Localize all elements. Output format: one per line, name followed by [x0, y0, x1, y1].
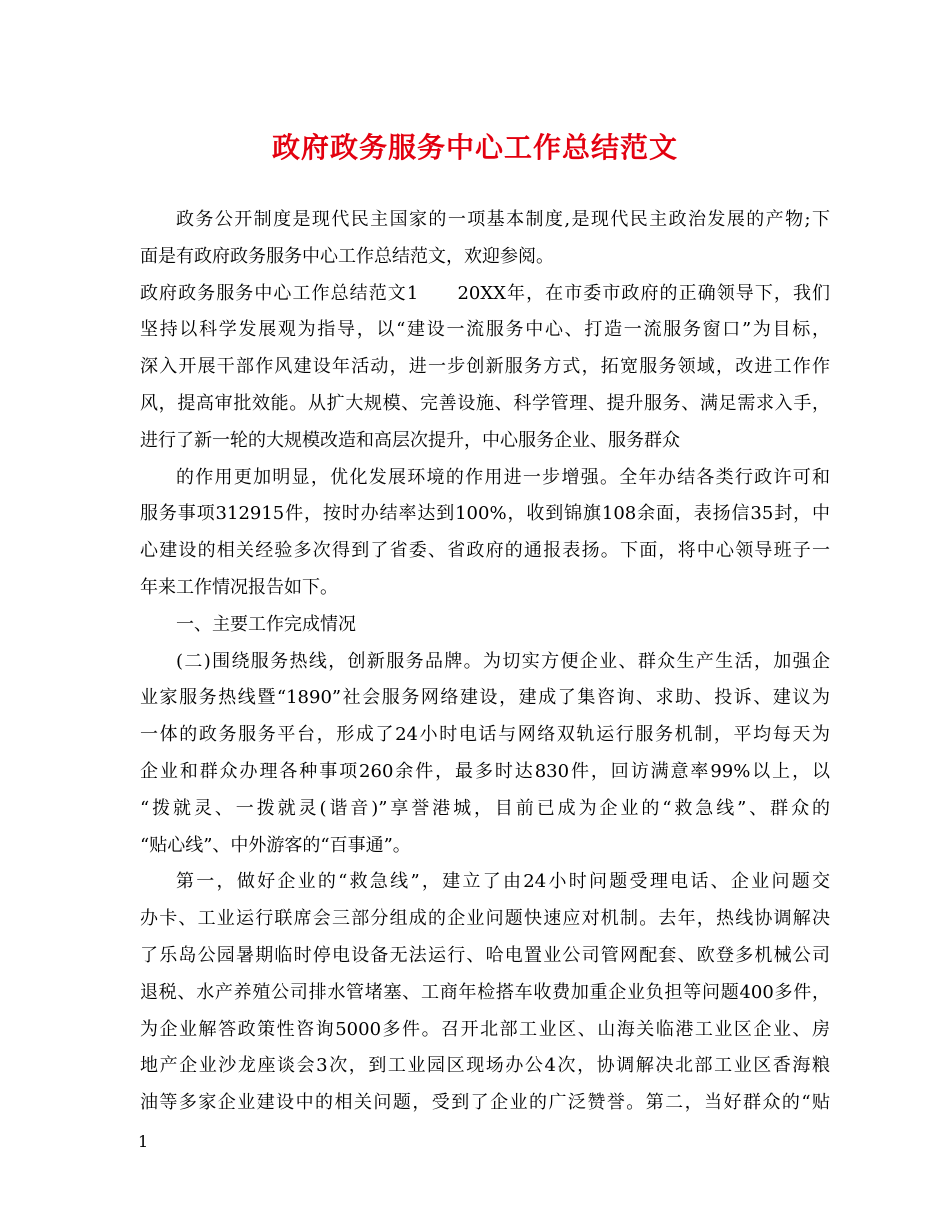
- paragraph-line: 政府政务服务中心工作总结范文1 20XX年，在市委市政府的正确领导下，我们: [140, 282, 830, 304]
- section-heading: 一、主要工作完成情况: [176, 613, 356, 635]
- paragraph-line: 坚持以科学发展观为指导，以“建设一流服务中心、打造一流服务窗口”为目标，: [140, 319, 830, 341]
- paragraph-line: 年来工作情况报告如下。: [140, 576, 338, 598]
- paragraph-line: 服务事项312915件，按时办结率达到100%，收到锦旗108余面，表扬信35封，中: [140, 503, 830, 525]
- paragraph-line: 退税、水产养殖公司排水管堵塞、工商年检搭车收费加重企业负担等问题400多件，: [140, 981, 830, 1003]
- paragraph-line: 企业和群众办理各种事项260余件，最多时达830件，回访满意率99%以上，以: [140, 760, 830, 782]
- paragraph-line: “贴心线”、中外游客的“百事通”。: [140, 834, 411, 856]
- paragraph-line: 地产企业沙龙座谈会3次，到工业园区现场办公4次，协调解决北部工业区香海粮: [140, 1055, 830, 1077]
- page-number: 1: [138, 1132, 149, 1151]
- paragraph-line: 油等多家企业建设中的相关问题，受到了企业的广泛赞誉。第二，当好群众的“贴: [140, 1092, 830, 1114]
- paragraph-line: 进行了新一轮的大规模改造和高层次提升，中心服务企业、服务群众: [140, 429, 680, 451]
- paragraph-line: 一体的政务服务平台，形成了24小时电话与网络双轨运行服务机制，平均每天为: [140, 724, 830, 746]
- paragraph-line: 风，提高审批效能。从扩大规模、完善设施、科学管理、提升服务、满足需求入手，: [140, 392, 830, 414]
- paragraph-line: 了乐岛公园暑期临时停电设备无法运行、哈电置业公司管网配套、欧登多机械公司: [140, 944, 830, 966]
- paragraph-line: 的作用更加明显，优化发展环境的作用进一步增强。全年办结各类行政许可和: [176, 466, 830, 488]
- paragraph-line: 为企业解答政策性咨询5000多件。召开北部工业区、山海关临港工业区企业、房: [140, 1018, 830, 1040]
- paragraph-line: 面是有政府政务服务中心工作总结范文，欢迎参阅。: [140, 245, 554, 267]
- paragraph-line: 办卡、工业运行联席会三部分组成的企业问题快速应对机制。去年，热线协调解决: [140, 908, 830, 930]
- paragraph-line: 业家服务热线暨“1890”社会服务网络建设，建成了集咨询、求助、投诉、建议为: [140, 687, 830, 709]
- document-body: [140, 202, 830, 1122]
- paragraph-line: 心建设的相关经验多次得到了省委、省政府的通报表扬。下面，将中心领导班子一: [140, 540, 830, 562]
- paragraph-line: 政务公开制度是现代民主国家的一项基本制度,是现代民主政治发展的产物;下: [176, 209, 830, 230]
- paragraph-line: (二)围绕服务热线，创新服务品牌。为切实方便企业、群众生产生活，加强企: [176, 650, 830, 672]
- document-title: 政府政务服务中心工作总结范文: [271, 131, 678, 164]
- paragraph-line: “拨就灵、一拨就灵(谐音)”享誉港城，目前已成为企业的“救急线”、群众的: [140, 797, 830, 819]
- paragraph-line: 深入开展干部作风建设年活动，进一步创新服务方式，拓宽服务领域，改进工作作: [140, 356, 830, 378]
- paragraph-line: 第一，做好企业的“救急线”，建立了由24小时问题受理电话、企业问题交: [176, 871, 830, 893]
